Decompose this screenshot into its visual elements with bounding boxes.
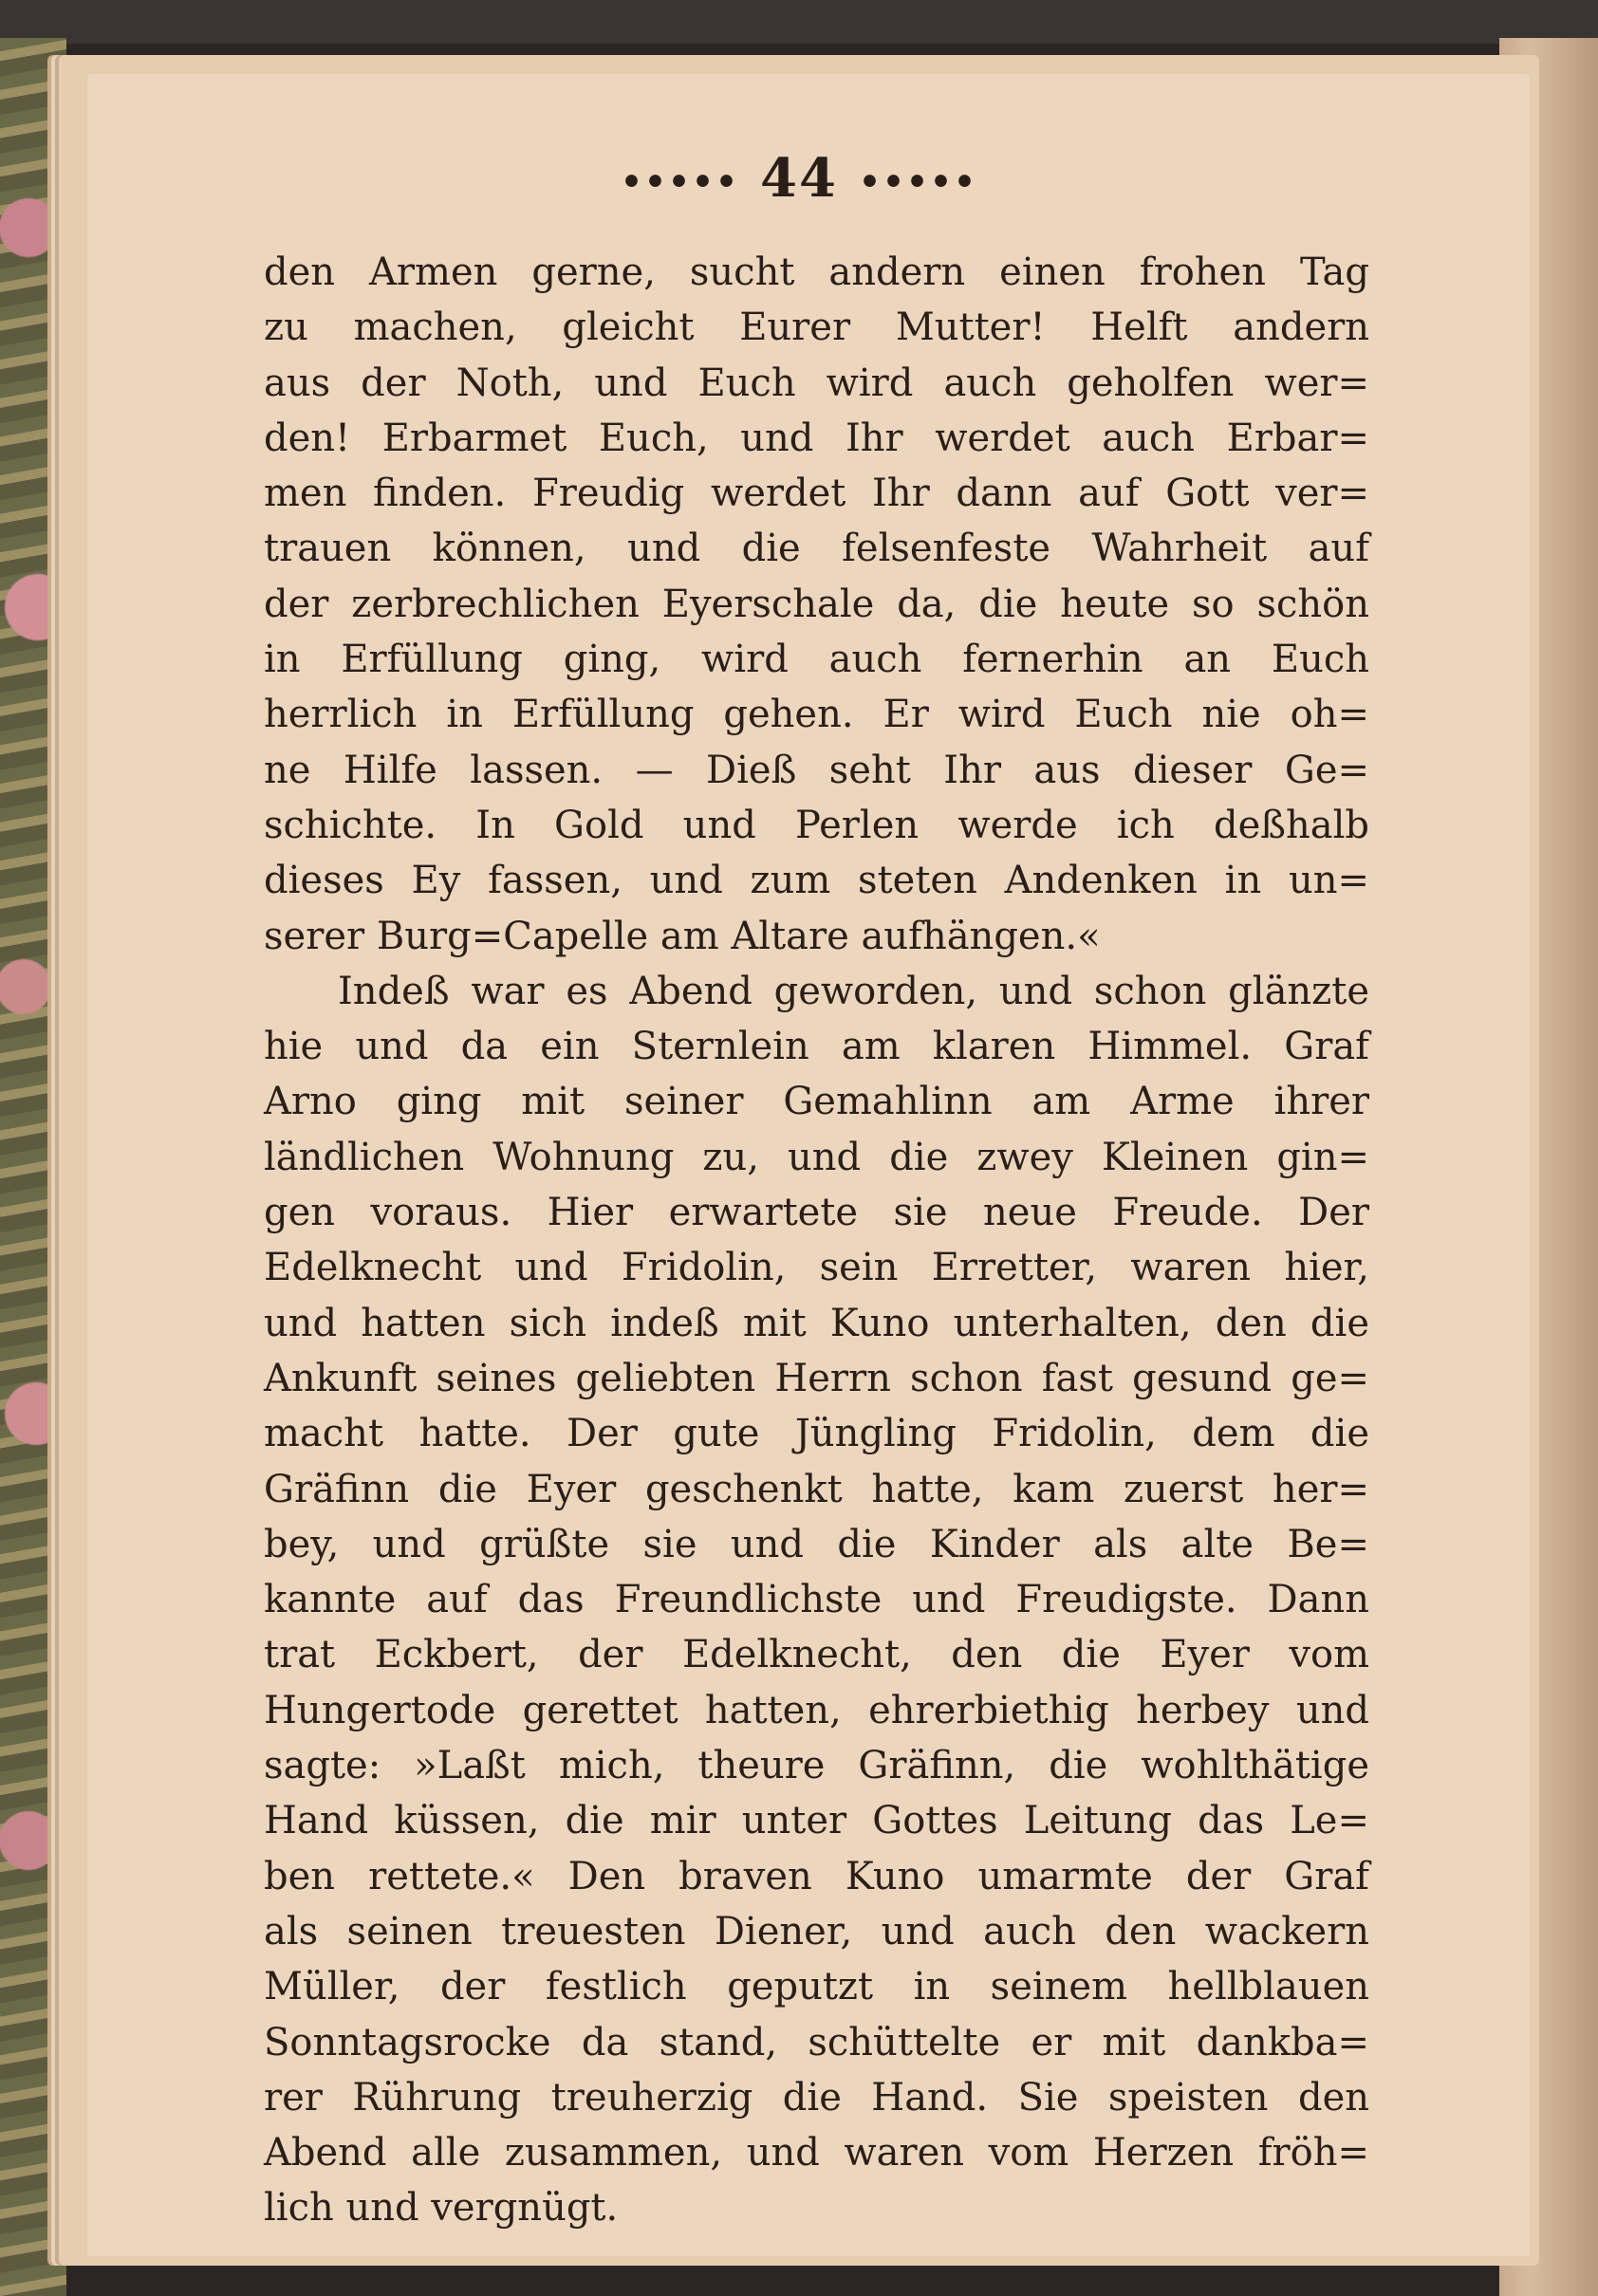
text-line: lich und vergnügt. xyxy=(264,2186,619,2231)
text-line: Sonntagsrocke da stand, schüttelte er mit dankba= xyxy=(264,2020,1369,2065)
text-line: Gräfinn die Eyer geschenkt hatte, kam zuerst her= xyxy=(264,1467,1369,1511)
text-line: und hatten sich indeß mit Kuno unterhalten, den die xyxy=(264,1301,1369,1345)
text-line: den Armen gerne, sucht andern einen frohen Tag xyxy=(264,250,1369,294)
ornament-left: ••••• xyxy=(620,162,740,203)
text-line: gen voraus. Hier erwartete sie neue Freude. Der xyxy=(264,1191,1369,1235)
text-line: Arno ging mit seiner Gemahlinn am Arme ihrer xyxy=(264,1080,1369,1124)
text-line: als seinen treuesten Diener, und auch den wackern xyxy=(264,1909,1369,1953)
text-line: schichte. In Gold und Perlen werde ich deßhalb xyxy=(264,803,1369,847)
text-line: ne Hilfe lassen. — Dieß seht Ihr aus dieser Ge= xyxy=(264,748,1369,792)
background-strip xyxy=(0,0,1598,44)
text-line: Müller, der festlich geputzt in seinem hellblauen xyxy=(264,1965,1369,2009)
text-line: sagte: »Laßt mich, theure Gräfinn, die wohlthätige xyxy=(264,1744,1369,1788)
text-line: trauen können, und die felsenfeste Wahrheit auf xyxy=(264,527,1369,571)
text-line: Abend alle zusammen, und waren vom Herzen fröh= xyxy=(264,2131,1369,2176)
paragraph-start-line: Indeß war es Abend geworden, und schon glänzte xyxy=(338,969,1369,1013)
text-line: Ankunft seines geliebten Herrn schon fast gesund ge= xyxy=(264,1356,1369,1400)
text-line: ländlichen Wohnung zu, und die zwey Kleinen gin= xyxy=(264,1135,1369,1179)
body-text xyxy=(264,245,1369,2236)
text-line: bey, und grüßte sie und die Kinder als alte Be= xyxy=(264,1522,1369,1566)
text-line: kannte auf das Freundlichste und Freudigste. Dann xyxy=(264,1578,1369,1622)
text-line: Hungertode gerettet hatten, ehrerbiethig herbey und xyxy=(264,1688,1369,1732)
text-line: herrlich in Erfüllung gehen. Er wird Euch nie oh= xyxy=(264,693,1369,737)
page-header xyxy=(0,147,1598,210)
text-line: hie und da ein Sternlein am klaren Himmel. Graf xyxy=(264,1025,1369,1069)
text-line: rer Rührung treuherzig die Hand. Sie speisten den xyxy=(264,2075,1369,2120)
text-line: Hand küssen, die mir unter Gottes Leitung das Le= xyxy=(264,1799,1369,1843)
text-line: serer Burg=Capelle am Altare aufhängen.« xyxy=(264,914,1101,958)
text-line: zu machen, gleicht Eurer Mutter! Helft andern xyxy=(264,306,1369,350)
text-line: den! Erbarmet Euch, und Ihr werdet auch Erbar= xyxy=(264,416,1369,460)
ornament-right: ••••• xyxy=(858,162,978,203)
text-line: macht hatte. Der gute Jüngling Fridolin, dem die xyxy=(264,1412,1369,1456)
text-line: der zerbrechlichen Eyerschale da, die heute so schön xyxy=(264,582,1369,626)
marbled-cover xyxy=(0,38,66,2296)
text-line: trat Eckbert, der Edelknecht, den die Eyer vom xyxy=(264,1633,1369,1677)
text-line: aus der Noth, und Euch wird auch geholfen wer= xyxy=(264,361,1369,405)
text-line: Edelknecht und Fridolin, sein Erretter, waren hier, xyxy=(264,1246,1369,1290)
page-number: 44 xyxy=(760,147,838,210)
text-line: in Erfüllung ging, wird auch fernerhin an Euch xyxy=(264,638,1369,682)
text-line: ben rettete.« Den braven Kuno umarmte der Graf xyxy=(264,1854,1369,1898)
text-line: men finden. Freudig werdet Ihr dann auf Gott ver= xyxy=(264,472,1369,516)
text-line: dieses Ey fassen, und zum steten Andenken in un= xyxy=(264,859,1369,903)
